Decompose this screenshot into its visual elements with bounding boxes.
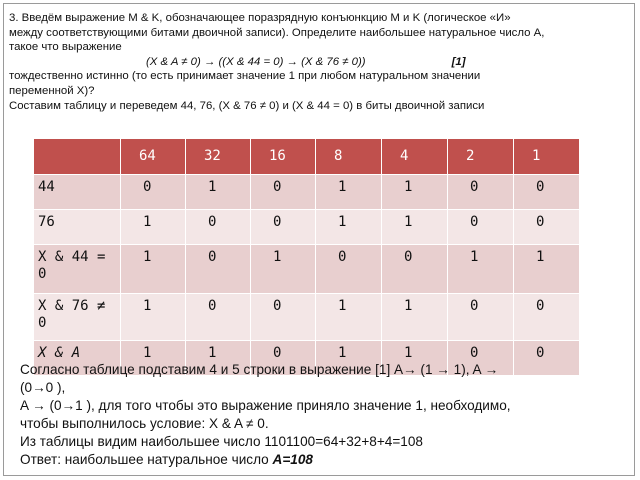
table-cell: 0 [404, 249, 413, 265]
table-cell: 0 [143, 179, 152, 195]
table-cell: 1 [273, 249, 282, 265]
task-line-6: переменной X)? [9, 84, 95, 97]
row-label: X & 76 ≠ 0 [38, 298, 106, 331]
task-line-1: 3. Введём выражение M & K, обозначающее поразрядную конъюнкцию M и K (логическое «И» [9, 12, 511, 24]
table-cell: 0 [273, 345, 282, 361]
table-cell: 1 [536, 249, 545, 265]
table-header-row [34, 139, 580, 175]
table-cell: 0 [338, 249, 347, 265]
table-cell: 0 [470, 179, 479, 195]
table-cell: 1 [404, 345, 413, 361]
table-cell: 0 [273, 214, 282, 230]
answer-value: A=108 [272, 452, 313, 467]
task-statement [9, 11, 631, 113]
header-cell: 32 [204, 148, 221, 164]
solution-line-1: Согласно таблице подставим 4 и 5 строки в выражение [1] A→ (1 → 1), A → [20, 362, 499, 377]
table-cell: 1 [404, 179, 413, 195]
table-cell: 0 [536, 298, 545, 314]
task-line-7: Составим таблицу и переведем 44, 76, (X & 76 ≠ 0) и (X & 44 = 0) в биты двоичной записи [9, 99, 485, 112]
table-cell: 1 [143, 345, 152, 361]
header-cell: 64 [139, 148, 156, 164]
bits-table [33, 138, 580, 376]
row-label: 76 [38, 214, 55, 230]
solution-line-2: (0→0 ), [20, 380, 66, 395]
table-cell: 0 [536, 214, 545, 230]
formula-ref: [1] [451, 55, 466, 68]
task-formula-line [9, 55, 631, 70]
header-cell: 4 [400, 148, 409, 164]
table-cell: 1 [143, 298, 152, 314]
task-line-5: тождественно истинно (то есть принимает значение 1 при любом натуральном значении [9, 70, 481, 83]
solution-text [20, 361, 626, 469]
table-cell: 0 [208, 249, 217, 265]
task-line-3: такое что выражение [9, 41, 122, 54]
table-row [34, 175, 580, 210]
table-corner [34, 139, 121, 175]
table-cell: 0 [470, 214, 479, 230]
table-cell: 0 [273, 298, 282, 314]
table-row [34, 210, 580, 245]
task-formula: (X & A ≠ 0) → ((X & 44 = 0) → (X & 76 ≠ 0)) [146, 55, 366, 68]
header-cell: 2 [466, 148, 475, 164]
row-label: 44 [38, 179, 55, 195]
table-cell: 1 [208, 179, 217, 195]
solution-line-4: чтобы выполнилось условие: X & A ≠ 0. [20, 416, 269, 431]
table-cell: 1 [404, 214, 413, 230]
solution-line-5: Из таблицы видим наибольшее число 1101100=64+32+8+4=108 [20, 434, 423, 449]
row-label: X & A [38, 345, 81, 361]
table-cell: 1 [338, 345, 347, 361]
table-cell: 0 [536, 179, 545, 195]
table-row [34, 294, 580, 341]
header-cell: 16 [269, 148, 286, 164]
answer-prefix: Ответ: наибольшее натуральное число [20, 452, 273, 467]
row-label: X & 44 = 0 [38, 249, 106, 282]
table-cell: 1 [338, 179, 347, 195]
table-cell: 1 [143, 249, 152, 265]
solution-line-3: A → (0→1 ), для того чтобы это выражение приняло значение 1, необходимо, [20, 398, 511, 413]
table-cell: 0 [273, 179, 282, 195]
table-cell: 1 [404, 298, 413, 314]
table-row [34, 245, 580, 294]
table-cell: 0 [208, 298, 217, 314]
answer-line [20, 451, 626, 469]
table-cell: 1 [143, 214, 152, 230]
table-cell: 0 [470, 345, 479, 361]
task-line-2: между соответствующими битами двоичной записи). Определите наибольшее натуральное число A, [9, 26, 545, 39]
table-cell: 1 [338, 298, 347, 314]
table-cell: 0 [208, 214, 217, 230]
table-cell: 1 [208, 345, 217, 361]
table-cell: 1 [470, 249, 479, 265]
header-cell: 1 [532, 148, 541, 164]
table-cell: 1 [338, 214, 347, 230]
header-cell: 8 [334, 148, 343, 164]
table-cell: 0 [536, 345, 545, 361]
table-cell: 0 [470, 298, 479, 314]
